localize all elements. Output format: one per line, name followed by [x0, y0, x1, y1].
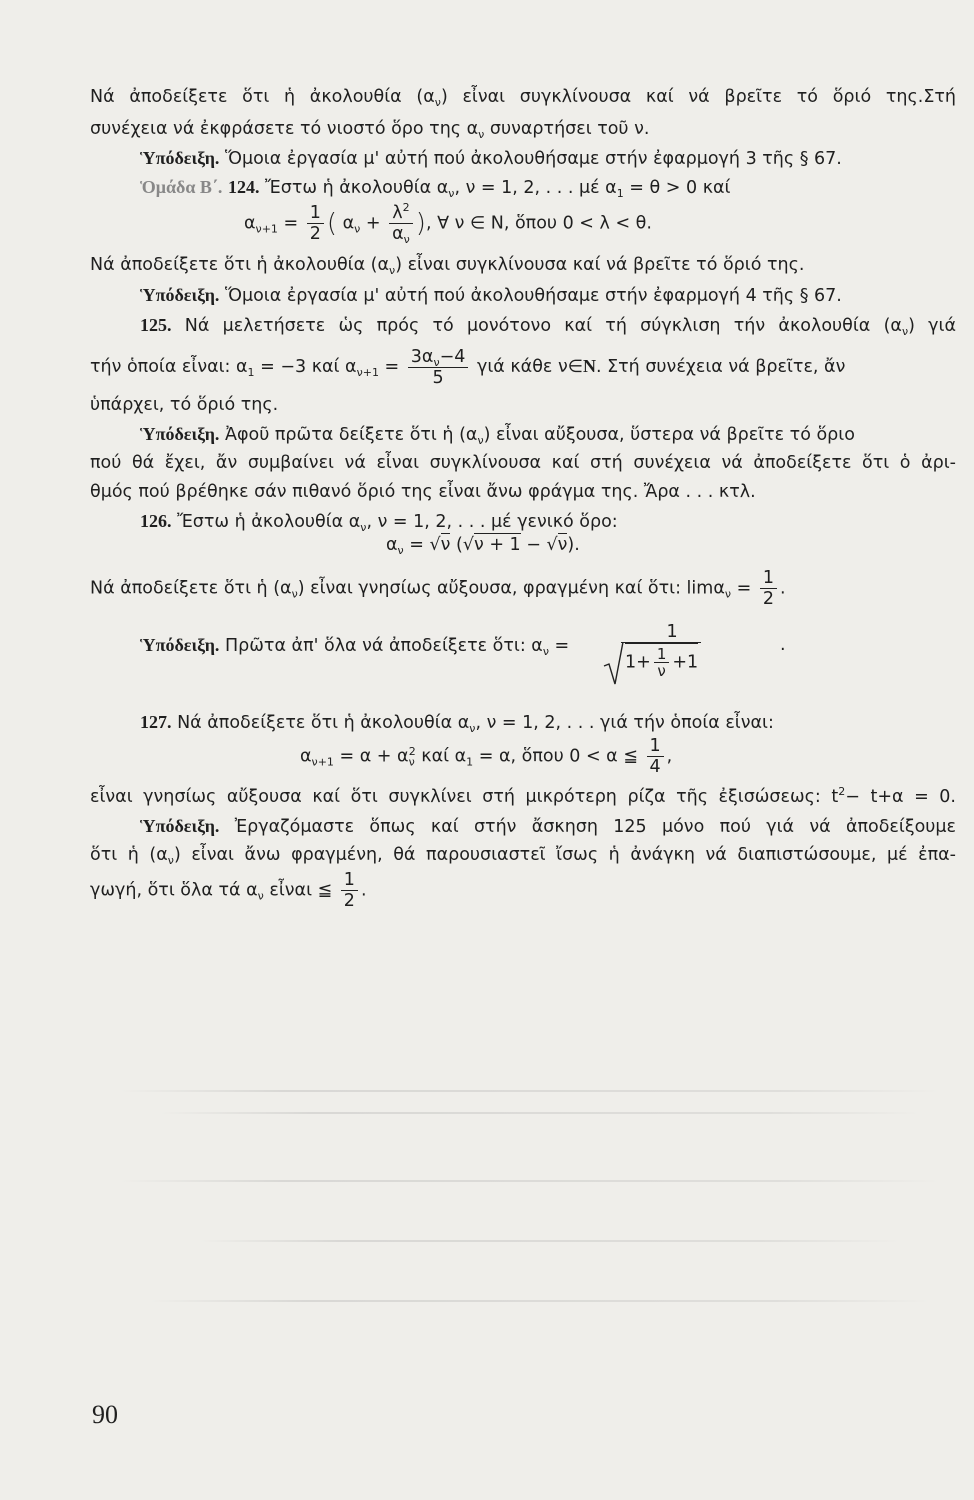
page-number: 90: [92, 1400, 118, 1429]
exercise-127-header: 127. Νά ἀποδείξετε ὅτι ἡ ἀκολουθία $\alpha_\nu$, ν = 1, 2, . . . γιά τήν ὁποία εἶναι:: [140, 712, 774, 735]
radical-sign: [603, 642, 625, 686]
exercise-126-header: 126. Ἔστω ἡ ἀκολουθία $\alpha_\nu$, ν = 1, 2, . . . μέ γενικό ὅρο:: [140, 511, 618, 534]
exercise-number: 124.: [227, 177, 260, 197]
group-label: Ὁμάδα Β΄.: [140, 177, 223, 197]
text-line-formula: Νά ἀποδείξετε ὅτι ἡ $(\alpha_\nu)$ εἶναι γνησίως αὔξουσα, φραγμένη καί ὅτι: limα$_\nu$ = $\frac{1}{2}$ .: [90, 568, 786, 609]
formula-126: $\alpha_\nu = √\nu$ (√ν + 1 − √ν).: [386, 535, 580, 557]
bleed-through-mark: [120, 1180, 940, 1182]
formula-124: $\alpha_{\nu+1}$ = $\frac{1}{2}$ ( $\alpha_\nu$ + $\frac{\lambda^2}{\alpha_\nu}$ ), ∀ ν ∈ N, ὅπου 0 < λ < θ.: [244, 201, 652, 246]
text-line: Νά ἀποδείξετε ὅτι ἡ ἀκολουθία $(\alpha_\nu)$ εἶναι συγκλίνουσα καί νά βρεῖτε τό ὅριό της.Στή: [90, 87, 957, 109]
hint-line: Ὑπόδειξη. Ὅμοια ἐργασία μ' αὐτή πού ἀκολουθήσαμε στήν ἐφαρμογή 4 τῆς § 67.: [140, 285, 842, 306]
text-line: ὑπάρχει, τό ὅριό της.: [90, 395, 279, 415]
hint-line-formula: Ὑπόδειξη. Πρῶτα ἀπ' ὅλα νά ἀποδείξετε ὅτι: $\alpha_\nu$ = 1 1+ $\frac{1}{\nu}$ +1 .: [140, 622, 956, 692]
text-line: πού θά ἔχει, ἄν συμβαίνει νά εἶναι συγκλίνουσα καί στή συνέχεια νά ἀποδείξετε ὅτι ὁ ἀρι-: [90, 453, 956, 473]
exercise-124-header: Ὁμάδα Β΄. 124. Ἔστω ἡ ἀκολουθία $\alpha_\nu$, ν = 1, 2, . . . μέ $\alpha_1 = \theta > 0$ καί: [140, 177, 731, 200]
bleed-through-mark: [200, 1240, 900, 1242]
hint-line: Ὑπόδειξη. Ὅμοια ἐργασία μ' αὐτή πού ἀκολουθήσαμε στήν ἐφαρμογή 3 τῆς § 67.: [140, 148, 842, 169]
exercise-number: 126.: [140, 511, 172, 531]
bleed-through-mark: [120, 1090, 940, 1092]
text-line: Νά ἀποδείξετε ὅτι ἡ ἀκολουθία $(\alpha_\nu)$ εἶναι συγκλίνουσα καί νά βρεῖτε τό ὅριό της.: [90, 255, 805, 277]
hint-line: Ὑπόδειξη. Ἀφοῦ πρῶτα δείξετε ὅτι ἡ $(\alpha_\nu)$ εἶναι αὔξουσα, ὕστερα νά βρεῖτε τό ὅριο: [140, 424, 855, 447]
text-line: συνέχεια νά ἐκφράσετε τό νιοστό ὅρο της $\alpha_\nu$ συναρτήσει τοῦ ν.: [90, 119, 650, 141]
exercise-number: 127.: [140, 712, 172, 732]
text-line-formula: γωγή, ὅτι ὅλα τά $\alpha_\nu$ εἶναι ≦ $\frac{1}{2}$ .: [90, 870, 367, 911]
bleed-through-mark: [150, 1300, 930, 1302]
text-line: εἶναι γνησίως αὔξουσα καί ὅτι συγκλίνει στή μικρότερη ρίζα τῆς ἐξισώσεως: $t^2- t+\alpha = 0$.: [90, 785, 956, 807]
formula-127: $\alpha_{\nu+1} = \alpha + \alpha_\nu^2$ καί $\alpha_1 = \alpha$, ὅπου 0 < α ≦ $\frac{1}{4}$ ,: [300, 736, 673, 777]
text-line: ὅτι ἡ $(\alpha_\nu)$ εἶναι ἄνω φραγμένη, θά παρουσιαστεῖ ἴσως ἡ ἀνάγκη νά διαπιστώσουμε, μέ ἐπα-: [90, 845, 956, 867]
exercise-number: 125.: [140, 315, 172, 335]
exercise-125-header: 125. Νά μελετήσετε ὡς πρός τό μονότονο καί τή σύγκλιση τήν ἀκολουθία $(\alpha_\nu)$ γιά: [140, 315, 956, 338]
hint-line: Ὑπόδειξη. Ἐργαζόμαστε ὅπως καί στήν ἄσκηση 125 μόνο πού γιά νά ἀποδείξουμε: [140, 816, 956, 837]
text-line-formula: τήν ὁποία εἶναι: $\alpha_1 = -3$ καί $\alpha_{\nu+1}$ = $\frac{3\alpha_\nu-4}{5}$ γιά κάθε ν∈N. Στή συνέχεια νά βρεῖτε, ἄν: [90, 346, 846, 388]
text-line: θμός πού βρέθηκε σάν πιθανό ὅριό της εἶναι ἄνω φράγμα της. Ἄρα . . . κτλ.: [90, 482, 756, 502]
bleed-through-mark: [160, 1112, 920, 1114]
